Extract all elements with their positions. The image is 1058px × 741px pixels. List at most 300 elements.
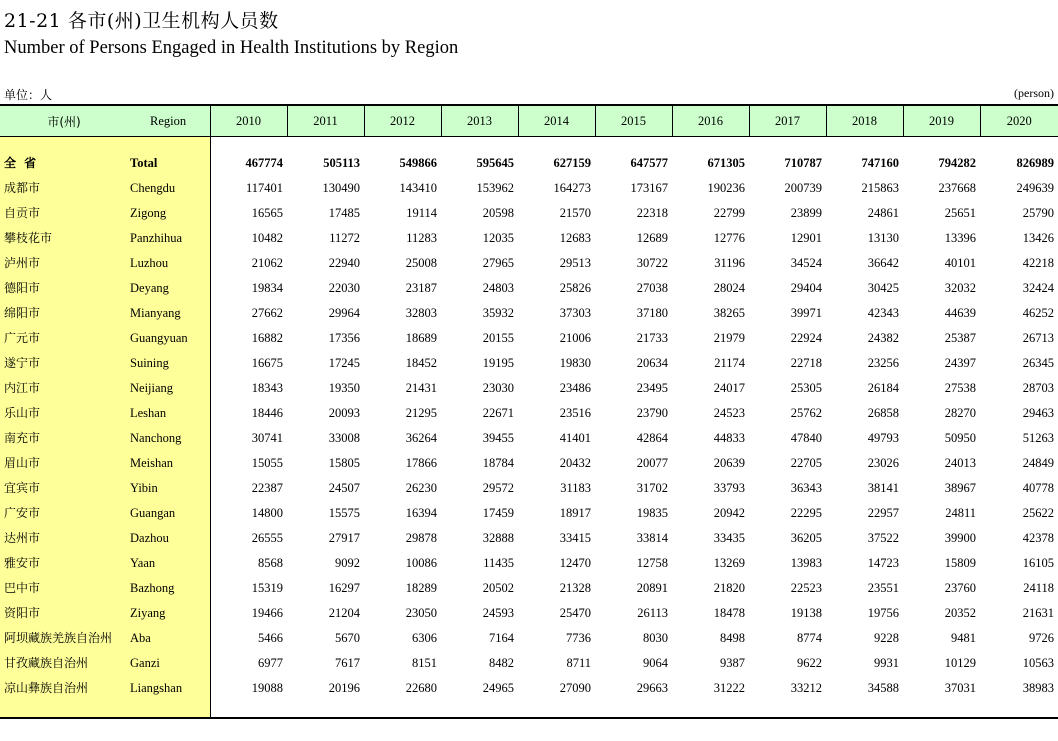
table-row [0, 501, 1058, 526]
column-header-year: 2014 [518, 105, 595, 137]
region-name-en: Liangshan [128, 676, 210, 701]
value-cell: 15575 [328, 506, 360, 520]
value-cell: 25008 [405, 256, 437, 270]
value-cell: 130490 [322, 181, 360, 195]
value-cell: 23486 [559, 381, 591, 395]
value-cell: 26713 [1022, 331, 1054, 345]
value-cell: 9387 [720, 656, 745, 670]
value-cell: 32424 [1022, 281, 1054, 295]
spacer-cell [595, 701, 672, 718]
region-name-cn: 广安市 [0, 501, 128, 526]
value-cell: 24397 [944, 356, 976, 370]
table-row [0, 451, 1058, 476]
value-cell: 31196 [714, 256, 745, 270]
value-cell: 22680 [405, 681, 437, 695]
value-cell: 20196 [328, 681, 360, 695]
value-cell: 37522 [867, 531, 899, 545]
table-row [0, 376, 1058, 401]
value-cell: 671305 [707, 156, 745, 170]
unit-label-chinese: 单位：人 [4, 88, 53, 102]
region-name-en: Dazhou [128, 526, 210, 551]
value-cell: 40778 [1022, 481, 1054, 495]
region-name-cn: 广元市 [0, 326, 128, 351]
region-name-cn: 宜宾市 [0, 476, 128, 501]
value-cell: 13396 [944, 231, 976, 245]
value-cell: 30722 [636, 256, 668, 270]
value-cell: 11272 [329, 231, 360, 245]
spacer-cell [287, 701, 364, 718]
value-cell: 11435 [483, 556, 514, 570]
value-cell: 15319 [251, 581, 283, 595]
region-name-en: Ganzi [128, 651, 210, 676]
value-cell: 16882 [251, 331, 283, 345]
value-cell: 12470 [559, 556, 591, 570]
region-name-en: Yaan [128, 551, 210, 576]
spacer-cell [441, 137, 518, 152]
value-cell: 37303 [559, 306, 591, 320]
region-name-en: Meishan [128, 451, 210, 476]
table-row [0, 401, 1058, 426]
value-cell: 13426 [1022, 231, 1054, 245]
value-cell: 11283 [406, 231, 437, 245]
region-name-en: Suining [128, 351, 210, 376]
value-cell: 33008 [328, 431, 360, 445]
value-cell: 28024 [713, 281, 745, 295]
value-cell: 23790 [636, 406, 668, 420]
value-cell: 19195 [482, 356, 514, 370]
value-cell: 46252 [1022, 306, 1054, 320]
value-cell: 29572 [482, 481, 514, 495]
value-cell: 20634 [636, 356, 668, 370]
value-cell: 12758 [636, 556, 668, 570]
spacer-row [0, 137, 1058, 152]
value-cell: 35932 [482, 306, 514, 320]
value-cell: 17459 [482, 506, 514, 520]
region-name-cn: 眉山市 [0, 451, 128, 476]
value-cell: 23760 [944, 581, 976, 595]
table-title-chinese: 21-21 各市(州)卫生机构人员数 [4, 10, 279, 32]
region-name-cn: 雅安市 [0, 551, 128, 576]
unit-label-english: (person) [1014, 86, 1054, 100]
value-cell: 6306 [412, 631, 437, 645]
value-cell: 22718 [790, 356, 822, 370]
value-cell: 32888 [482, 531, 514, 545]
value-cell: 22523 [790, 581, 822, 595]
value-cell: 21979 [713, 331, 745, 345]
table-row [0, 326, 1058, 351]
value-cell: 28270 [944, 406, 976, 420]
value-cell: 29404 [790, 281, 822, 295]
value-cell: 627159 [553, 156, 591, 170]
spacer-cell [128, 701, 210, 718]
table-row [0, 351, 1058, 376]
value-cell: 22924 [790, 331, 822, 345]
region-name-cn: 南充市 [0, 426, 128, 451]
total-row [0, 151, 1058, 176]
value-cell: 21204 [328, 606, 360, 620]
value-cell: 9726 [1029, 631, 1054, 645]
column-header-year: 2018 [826, 105, 903, 137]
value-cell: 26555 [251, 531, 283, 545]
region-name-cn: 成都市 [0, 176, 128, 201]
value-cell: 12683 [559, 231, 591, 245]
value-cell: 25790 [1022, 206, 1054, 220]
value-cell: 200739 [784, 181, 822, 195]
spacer-cell [210, 701, 287, 718]
value-cell: 33814 [636, 531, 668, 545]
value-cell: 23256 [867, 356, 899, 370]
value-cell: 18917 [559, 506, 591, 520]
region-name-en: Zigong [128, 201, 210, 226]
value-cell: 42378 [1022, 531, 1054, 545]
column-header-region-en: Region [128, 105, 210, 137]
value-cell: 27538 [944, 381, 976, 395]
value-cell: 18784 [482, 456, 514, 470]
value-cell: 14800 [251, 506, 283, 520]
value-cell: 22295 [790, 506, 822, 520]
value-cell: 38983 [1022, 681, 1054, 695]
value-cell: 117401 [245, 181, 283, 195]
value-cell: 29878 [405, 531, 437, 545]
region-name-cn: 全 省 [0, 151, 128, 176]
value-cell: 20891 [636, 581, 668, 595]
value-cell: 49793 [867, 431, 899, 445]
health-personnel-table [0, 104, 1058, 719]
value-cell: 19834 [251, 281, 283, 295]
value-cell: 31222 [713, 681, 745, 695]
value-cell: 8482 [489, 656, 514, 670]
value-cell: 24803 [482, 281, 514, 295]
value-cell: 9931 [874, 656, 899, 670]
value-cell: 10129 [944, 656, 976, 670]
value-cell: 34524 [790, 256, 822, 270]
column-header-year: 2011 [287, 105, 364, 137]
table-row [0, 526, 1058, 551]
value-cell: 40101 [944, 256, 976, 270]
value-cell: 10086 [405, 556, 437, 570]
value-cell: 747160 [861, 156, 899, 170]
region-name-en: Neijiang [128, 376, 210, 401]
region-name-en: Bazhong [128, 576, 210, 601]
value-cell: 18289 [405, 581, 437, 595]
region-name-cn: 甘孜藏族自治州 [0, 651, 128, 676]
value-cell: 22957 [867, 506, 899, 520]
value-cell: 14723 [867, 556, 899, 570]
value-cell: 27038 [636, 281, 668, 295]
table-row [0, 301, 1058, 326]
value-cell: 28703 [1022, 381, 1054, 395]
value-cell: 39971 [790, 306, 822, 320]
value-cell: 30425 [867, 281, 899, 295]
value-cell: 29463 [1022, 406, 1054, 420]
region-name-en: Luzhou [128, 251, 210, 276]
value-cell: 24965 [482, 681, 514, 695]
column-header-year: 2010 [210, 105, 287, 137]
value-cell: 29513 [559, 256, 591, 270]
value-cell: 24861 [867, 206, 899, 220]
value-cell: 22030 [328, 281, 360, 295]
region-name-en: Leshan [128, 401, 210, 426]
value-cell: 23030 [482, 381, 514, 395]
value-cell: 38265 [713, 306, 745, 320]
value-cell: 143410 [399, 181, 437, 195]
value-cell: 25762 [790, 406, 822, 420]
value-cell: 17245 [328, 356, 360, 370]
table-row [0, 576, 1058, 601]
spacer-cell [826, 701, 903, 718]
value-cell: 5466 [258, 631, 283, 645]
spacer-row [0, 701, 1058, 718]
value-cell: 21570 [559, 206, 591, 220]
value-cell: 18343 [251, 381, 283, 395]
region-name-cn: 阿坝藏族羌族自治州 [0, 626, 128, 651]
region-name-cn: 德阳市 [0, 276, 128, 301]
region-name-en: Total [128, 151, 210, 176]
value-cell: 26230 [405, 481, 437, 495]
table-row [0, 176, 1058, 201]
value-cell: 237668 [938, 181, 976, 195]
value-cell: 42864 [636, 431, 668, 445]
spacer-cell [364, 137, 441, 152]
spacer-cell [980, 137, 1058, 152]
value-cell: 8711 [566, 656, 591, 670]
value-cell: 153962 [476, 181, 514, 195]
spacer-cell [749, 137, 826, 152]
region-name-cn: 泸州市 [0, 251, 128, 276]
value-cell: 7736 [566, 631, 591, 645]
value-cell: 30741 [251, 431, 283, 445]
value-cell: 24382 [867, 331, 899, 345]
value-cell: 19088 [251, 681, 283, 695]
value-cell: 19835 [636, 506, 668, 520]
spacer-cell [128, 137, 210, 152]
value-cell: 17356 [328, 331, 360, 345]
table-row [0, 626, 1058, 651]
value-cell: 10482 [251, 231, 283, 245]
value-cell: 36642 [867, 256, 899, 270]
value-cell: 9622 [797, 656, 822, 670]
value-cell: 17866 [405, 456, 437, 470]
value-cell: 9228 [874, 631, 899, 645]
region-name-en: Deyang [128, 276, 210, 301]
region-name-en: Ziyang [128, 601, 210, 626]
value-cell: 24017 [713, 381, 745, 395]
value-cell: 21174 [714, 356, 745, 370]
value-cell: 20077 [636, 456, 668, 470]
value-cell: 22671 [482, 406, 514, 420]
spacer-cell [441, 701, 518, 718]
value-cell: 24593 [482, 606, 514, 620]
spacer-cell [749, 701, 826, 718]
value-cell: 23551 [867, 581, 899, 595]
value-cell: 33793 [713, 481, 745, 495]
value-cell: 173167 [630, 181, 668, 195]
value-cell: 44639 [944, 306, 976, 320]
value-cell: 23516 [559, 406, 591, 420]
value-cell: 27965 [482, 256, 514, 270]
value-cell: 22318 [636, 206, 668, 220]
region-name-cn: 绵阳市 [0, 301, 128, 326]
spacer-cell [595, 137, 672, 152]
value-cell: 23026 [867, 456, 899, 470]
table-row [0, 226, 1058, 251]
value-cell: 24523 [713, 406, 745, 420]
spacer-cell [826, 137, 903, 152]
value-cell: 21062 [251, 256, 283, 270]
value-cell: 18452 [405, 356, 437, 370]
value-cell: 12035 [482, 231, 514, 245]
value-cell: 27662 [251, 306, 283, 320]
value-cell: 24811 [945, 506, 976, 520]
column-header-year: 2016 [672, 105, 749, 137]
region-name-en: Guangan [128, 501, 210, 526]
region-name-cn: 遂宁市 [0, 351, 128, 376]
spacer-cell [980, 701, 1058, 718]
table-row [0, 426, 1058, 451]
value-cell: 794282 [938, 156, 976, 170]
spacer-cell [903, 701, 980, 718]
value-cell: 23187 [405, 281, 437, 295]
value-cell: 8774 [797, 631, 822, 645]
value-cell: 25651 [944, 206, 976, 220]
value-cell: 25622 [1022, 506, 1054, 520]
value-cell: 10563 [1022, 656, 1054, 670]
value-cell: 24013 [944, 456, 976, 470]
value-cell: 8568 [258, 556, 283, 570]
value-cell: 22799 [713, 206, 745, 220]
value-cell: 31183 [560, 481, 591, 495]
spacer-cell [0, 701, 128, 718]
value-cell: 16394 [405, 506, 437, 520]
region-name-cn: 资阳市 [0, 601, 128, 626]
table-row [0, 551, 1058, 576]
spacer-cell [0, 137, 128, 152]
region-name-en: Yibin [128, 476, 210, 501]
value-cell: 647577 [630, 156, 668, 170]
value-cell: 215863 [861, 181, 899, 195]
table-body [0, 137, 1058, 719]
value-cell: 26858 [867, 406, 899, 420]
value-cell: 595645 [476, 156, 514, 170]
table-row [0, 201, 1058, 226]
value-cell: 24118 [1023, 581, 1054, 595]
value-cell: 38967 [944, 481, 976, 495]
value-cell: 19114 [406, 206, 437, 220]
value-cell: 12901 [790, 231, 822, 245]
column-header-year: 2019 [903, 105, 980, 137]
spacer-cell [903, 137, 980, 152]
table-title-english: Number of Persons Engaged in Health Institutions by Region [4, 38, 459, 58]
value-cell: 7617 [335, 656, 360, 670]
value-cell: 27090 [559, 681, 591, 695]
region-name-cn: 内江市 [0, 376, 128, 401]
value-cell: 16675 [251, 356, 283, 370]
region-name-en: Guangyuan [128, 326, 210, 351]
value-cell: 20432 [559, 456, 591, 470]
region-name-cn: 攀枝花市 [0, 226, 128, 251]
value-cell: 38141 [867, 481, 899, 495]
value-cell: 36264 [405, 431, 437, 445]
value-cell: 20639 [713, 456, 745, 470]
value-cell: 8498 [720, 631, 745, 645]
value-cell: 16297 [328, 581, 360, 595]
value-cell: 25305 [790, 381, 822, 395]
value-cell: 39900 [944, 531, 976, 545]
value-cell: 31702 [636, 481, 668, 495]
value-cell: 51263 [1022, 431, 1054, 445]
value-cell: 21631 [1022, 606, 1054, 620]
value-cell: 21431 [405, 381, 437, 395]
value-cell: 24849 [1022, 456, 1054, 470]
value-cell: 19138 [790, 606, 822, 620]
value-cell: 826989 [1016, 156, 1054, 170]
value-cell: 42343 [867, 306, 899, 320]
value-cell: 12776 [713, 231, 745, 245]
value-cell: 33415 [559, 531, 591, 545]
region-name-en: Panzhihua [128, 226, 210, 251]
value-cell: 26184 [867, 381, 899, 395]
table-row [0, 676, 1058, 701]
value-cell: 18689 [405, 331, 437, 345]
value-cell: 41401 [559, 431, 591, 445]
value-cell: 27917 [328, 531, 360, 545]
value-cell: 26345 [1022, 356, 1054, 370]
value-cell: 17485 [328, 206, 360, 220]
value-cell: 16105 [1022, 556, 1054, 570]
value-cell: 18446 [251, 406, 283, 420]
region-name-cn: 巴中市 [0, 576, 128, 601]
value-cell: 29663 [636, 681, 668, 695]
column-header-year: 2013 [441, 105, 518, 137]
value-cell: 36343 [790, 481, 822, 495]
value-cell: 15809 [944, 556, 976, 570]
value-cell: 19350 [328, 381, 360, 395]
value-cell: 249639 [1016, 181, 1054, 195]
value-cell: 21295 [405, 406, 437, 420]
region-name-cn: 凉山彝族自治州 [0, 676, 128, 701]
region-name-cn: 乐山市 [0, 401, 128, 426]
value-cell: 19830 [559, 356, 591, 370]
spacer-cell [518, 701, 595, 718]
value-cell: 22387 [251, 481, 283, 495]
value-cell: 42218 [1022, 256, 1054, 270]
value-cell: 549866 [399, 156, 437, 170]
value-cell: 8151 [412, 656, 437, 670]
value-cell: 25470 [559, 606, 591, 620]
value-cell: 9092 [335, 556, 360, 570]
spacer-cell [364, 701, 441, 718]
value-cell: 12689 [636, 231, 668, 245]
value-cell: 20352 [944, 606, 976, 620]
value-cell: 25826 [559, 281, 591, 295]
value-cell: 23050 [405, 606, 437, 620]
value-cell: 20502 [482, 581, 514, 595]
value-cell: 16565 [251, 206, 283, 220]
value-cell: 33435 [713, 531, 745, 545]
value-cell: 47840 [790, 431, 822, 445]
value-cell: 13130 [867, 231, 899, 245]
value-cell: 710787 [784, 156, 822, 170]
column-header-year: 2020 [980, 105, 1058, 137]
region-name-en: Chengdu [128, 176, 210, 201]
value-cell: 19756 [867, 606, 899, 620]
value-cell: 21328 [559, 581, 591, 595]
value-cell: 26113 [637, 606, 668, 620]
value-cell: 190236 [707, 181, 745, 195]
value-cell: 21733 [636, 331, 668, 345]
table-row [0, 651, 1058, 676]
table-row [0, 476, 1058, 501]
